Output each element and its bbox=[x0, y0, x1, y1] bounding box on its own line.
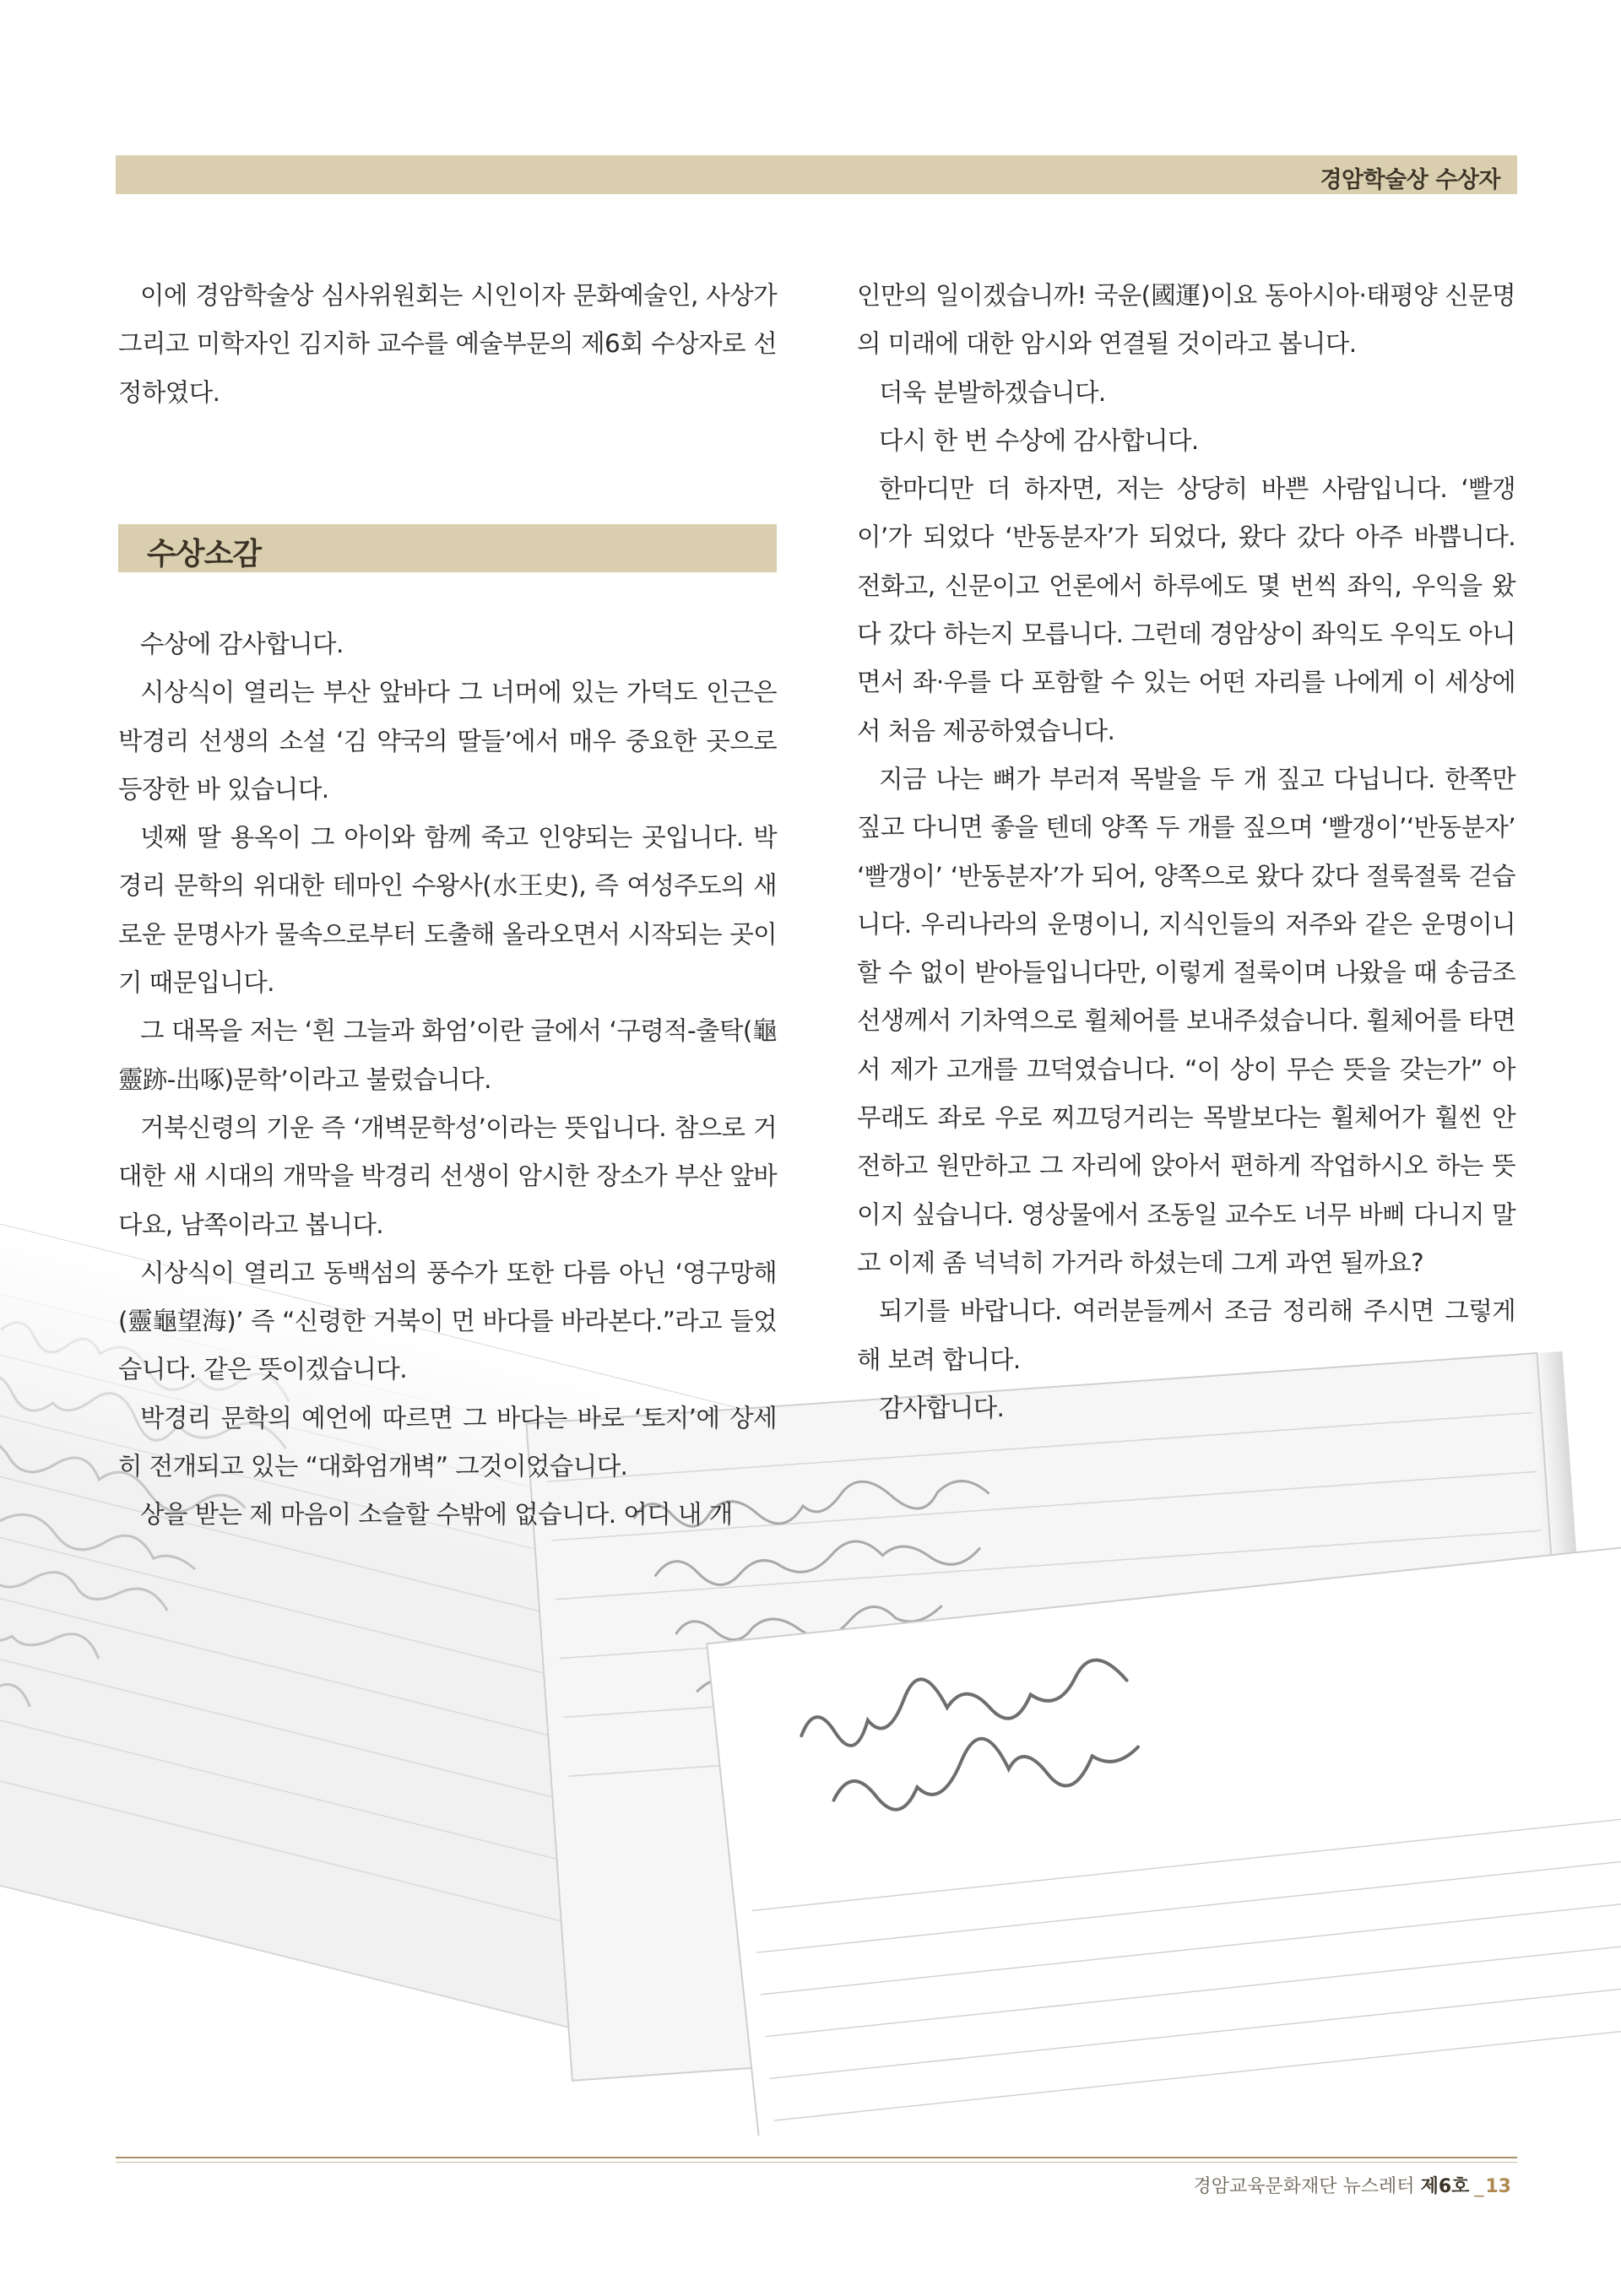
section-heading: 수상소감 bbox=[147, 537, 262, 571]
issue-number: 제6호 bbox=[1420, 2176, 1470, 2197]
speech-paragraph: 지금 나는 뼈가 부러져 목발을 두 개 짚고 다닙니다. 한쪽만 짚고 다니면 좋을 텐데 양쪽 두 개를 짚으며 ‘빨갱이’‘반동분자’ ‘빨갱이’ ‘반동분자’가 되어, 양쪽으로 왔다 갔다 절룩절룩 걷습니다. 우리나라의 운명이니, 지식인들의 저주와 같은 운명이니 할 수 없이 받아들입니다만, 이렇게 절룩이며 나왔을 때 송금조 선생께서 기차역으로 휠체어를 보내주셨습니다. 휠체어를 타면서 제가 고개를 끄덕였습니다. “이 상이 무슨 뜻을 갖는가” 아무래도 좌로 우로 찌끄덩거리는 목발보다는 휠체어가 훨씬 안전하고 원만하고 그 자리에 앉아서 편하게 작업하시오 하는 뜻이지 싶습니다. 영상물에서 조동일 교수도 너무 바삐 다니지 말고 이제 좀 넉넉히 가거라 하셨는데 그게 과연 될까요? bbox=[857, 764, 1515, 1277]
speech-paragraph: 거북신령의 기운 즉 ‘개벽문학성’이라는 뜻입니다. 참으로 거대한 새 시대의 개막을 박경리 선생이 암시한 장소가 부산 앞바다요, 남쪽이라고 봅니다. bbox=[118, 1113, 777, 1239]
speech-paragraph: 상을 받는 제 마음이 소슬할 수밖에 없습니다. 어디 내 개 bbox=[140, 1500, 733, 1530]
footer-separator: _ bbox=[1474, 2176, 1484, 2197]
speech-paragraph: 되기를 바랍니다. 여러분들께서 조금 정리해 주시면 그렇게 해 보려 합니다. bbox=[857, 1297, 1515, 1374]
section-heading-band bbox=[118, 524, 777, 572]
right-column-speech bbox=[857, 272, 1515, 1432]
left-column-speech bbox=[118, 620, 777, 1540]
speech-paragraph: 인만의 일이겠습니까! 국운(國運)이요 동아시아·태평양 신문명의 미래에 대한 암시와 연결될 것이라고 봅니다. bbox=[857, 281, 1515, 359]
speech-paragraph: 시상식이 열리고 동백섬의 풍수가 또한 다름 아닌 ‘영구망해(靈龜望海)’ 즉 “신령한 거북이 먼 바다를 바라본다.”라고 들었습니다. 같은 뜻이겠습니다. bbox=[118, 1258, 777, 1384]
footer-rule-thin bbox=[116, 2162, 1517, 2163]
speech-paragraph: 시상식이 열리는 부산 앞바다 그 너머에 있는 가덕도 인근은 박경리 선생의 소설 ‘김 약국의 딸들’에서 매우 중요한 곳으로 등장한 바 있습니다. bbox=[118, 678, 777, 804]
speech-paragraph: 감사합니다. bbox=[879, 1393, 1005, 1422]
page-number: 13 bbox=[1485, 2176, 1511, 2197]
footer-rule bbox=[116, 2157, 1517, 2158]
speech-paragraph: 수상에 감사합니다. bbox=[140, 630, 344, 658]
speech-paragraph: 한마디만 더 하자면, 저는 상당히 바쁜 사람입니다. ‘빨갱이’가 되었다 ‘반동분자’가 되었다, 왔다 갔다 아주 바쁩니다. 전화고, 신문이고 언론에서 하루에도 몇 번씩 좌익, 우익을 왔다 갔다 하는지 모릅니다. 그런데 경암상이 좌익도 우익도 아니면서 좌·우를 다 포함할 수 있는 어떤 자리를 나에게 이 세상에서 처음 제공하였습니다. bbox=[857, 474, 1515, 745]
header-band bbox=[116, 155, 1517, 194]
left-column-intro bbox=[118, 272, 777, 417]
speech-paragraph: 박경리 문학의 예언에 따르면 그 바다는 바로 ‘토지’에 상세히 전개되고 있는 “대화엄개벽” 그것이었습니다. bbox=[118, 1403, 777, 1481]
speech-paragraph: 그 대목을 저는 ‘흰 그늘과 화엄’이란 글에서 ‘구령적-출탁(龜靈跡-出啄)문학’이라고 불렀습니다. bbox=[118, 1016, 777, 1094]
speech-paragraph: 더욱 분발하겠습니다. bbox=[879, 377, 1106, 407]
intro-paragraph: 이에 경암학술상 심사위원회는 시인이자 문화예술인, 사상가 그리고 미학자인 김지하 교수를 예술부문의 제6회 수상자로 선정하였다. bbox=[118, 281, 777, 407]
front-letter-sheet bbox=[707, 1545, 1621, 2136]
publication-name: 경암교육문화재단 뉴스레터 bbox=[1193, 2176, 1415, 2197]
speech-paragraph: 다시 한 번 수상에 감사합니다. bbox=[879, 425, 1199, 455]
page-footer bbox=[1194, 2172, 1511, 2198]
speech-paragraph: 넷째 딸 용옥이 그 아이와 함께 죽고 인양되는 곳입니다. 박경리 문학의 위대한 테마인 수왕사(水王史), 즉 여성주도의 새로운 문명사가 물속으로부터 도출해 올라오면서 시작되는 곳이기 때문입니다. bbox=[118, 823, 777, 998]
section-title: 경암학술상 수상자 bbox=[1320, 167, 1500, 193]
